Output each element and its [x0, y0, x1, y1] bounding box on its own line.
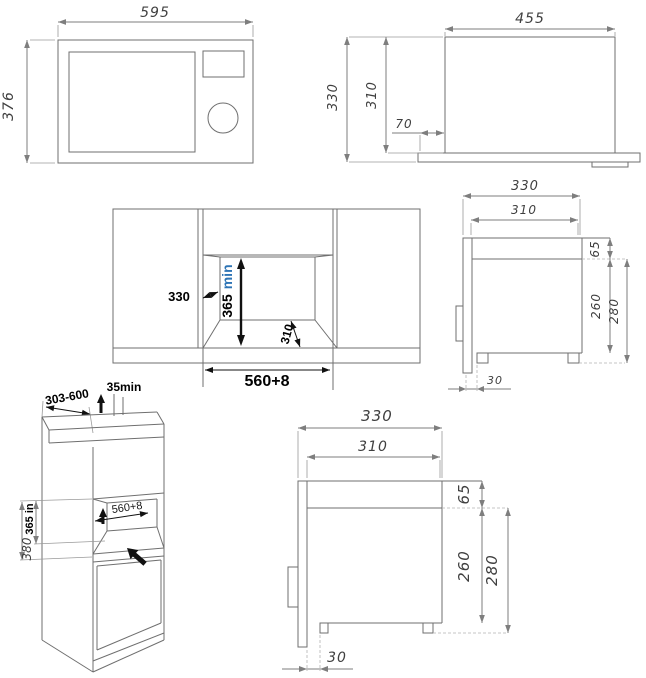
bottom-rear-height-label: 280 — [483, 554, 501, 586]
niche-inner-depth-label: 310 — [277, 322, 297, 346]
column-depth-range-label: 303-600 — [44, 386, 90, 408]
side-depth-label: 455 — [515, 11, 545, 27]
bottom-overall-depth-label: 330 — [361, 407, 393, 425]
bottom-front-panel — [298, 481, 307, 647]
mid-front-panel — [463, 238, 472, 373]
oven-door — [69, 52, 195, 152]
mid-rear-height-label: 280 — [607, 298, 621, 324]
mid-overall-depth-label: 330 — [511, 179, 539, 194]
column-opening-height-label: 380 — [20, 537, 34, 561]
column-niche-width-label: 560+8 — [111, 499, 144, 517]
front-height-label: 376 — [1, 91, 17, 121]
niche-cutout-view — [113, 209, 420, 390]
side-foot — [592, 162, 628, 167]
mid-side-view — [448, 179, 627, 392]
bottom-foot-offset-label: 30 — [327, 650, 347, 666]
bottom-handle-tab — [288, 567, 298, 607]
up-arrow-icon — [97, 394, 105, 413]
column-inner-height-label: 365 in — [24, 503, 36, 535]
side-total-height-label: 330 — [326, 83, 341, 111]
oven-knob — [208, 103, 238, 133]
front-view — [1, 5, 253, 163]
mid-top-height-label: 65 — [588, 240, 602, 258]
mid-inner-depth-label: 310 — [511, 203, 537, 217]
oven-body — [58, 40, 253, 163]
mid-handle-tab — [456, 306, 463, 341]
mid-foot-offset-label: 30 — [487, 374, 503, 387]
cabinet-front — [113, 209, 420, 363]
up-arrow-icon — [99, 508, 107, 524]
double-arrow-icon — [237, 258, 245, 346]
side-view — [326, 11, 640, 167]
oven-display — [203, 51, 244, 77]
side-body — [445, 37, 615, 153]
mid-foot-left — [477, 353, 488, 363]
niche-side-depth-label: 330 — [168, 289, 190, 304]
bottom-lower-height-label: 260 — [455, 550, 473, 582]
side-base-plate — [418, 153, 640, 162]
bottom-inner-depth-label: 310 — [358, 439, 388, 455]
bottom-foot-left — [320, 623, 328, 633]
bottom-foot-right — [423, 623, 433, 633]
bottom-side-view — [282, 407, 508, 672]
column-top-gap-label: 35min — [106, 380, 142, 394]
niche-min-height-label: 365min — [219, 264, 235, 318]
mid-foot-right — [568, 353, 579, 363]
side-offset-label: 70 — [395, 117, 413, 131]
niche-width-label: 560+8 — [244, 373, 290, 390]
front-width-label: 595 — [140, 5, 170, 21]
mid-lower-height-label: 260 — [589, 293, 603, 319]
side-body-height-label: 310 — [365, 81, 380, 109]
bottom-top-height-label: 65 — [455, 483, 473, 505]
column-cabinet-view — [20, 380, 164, 672]
